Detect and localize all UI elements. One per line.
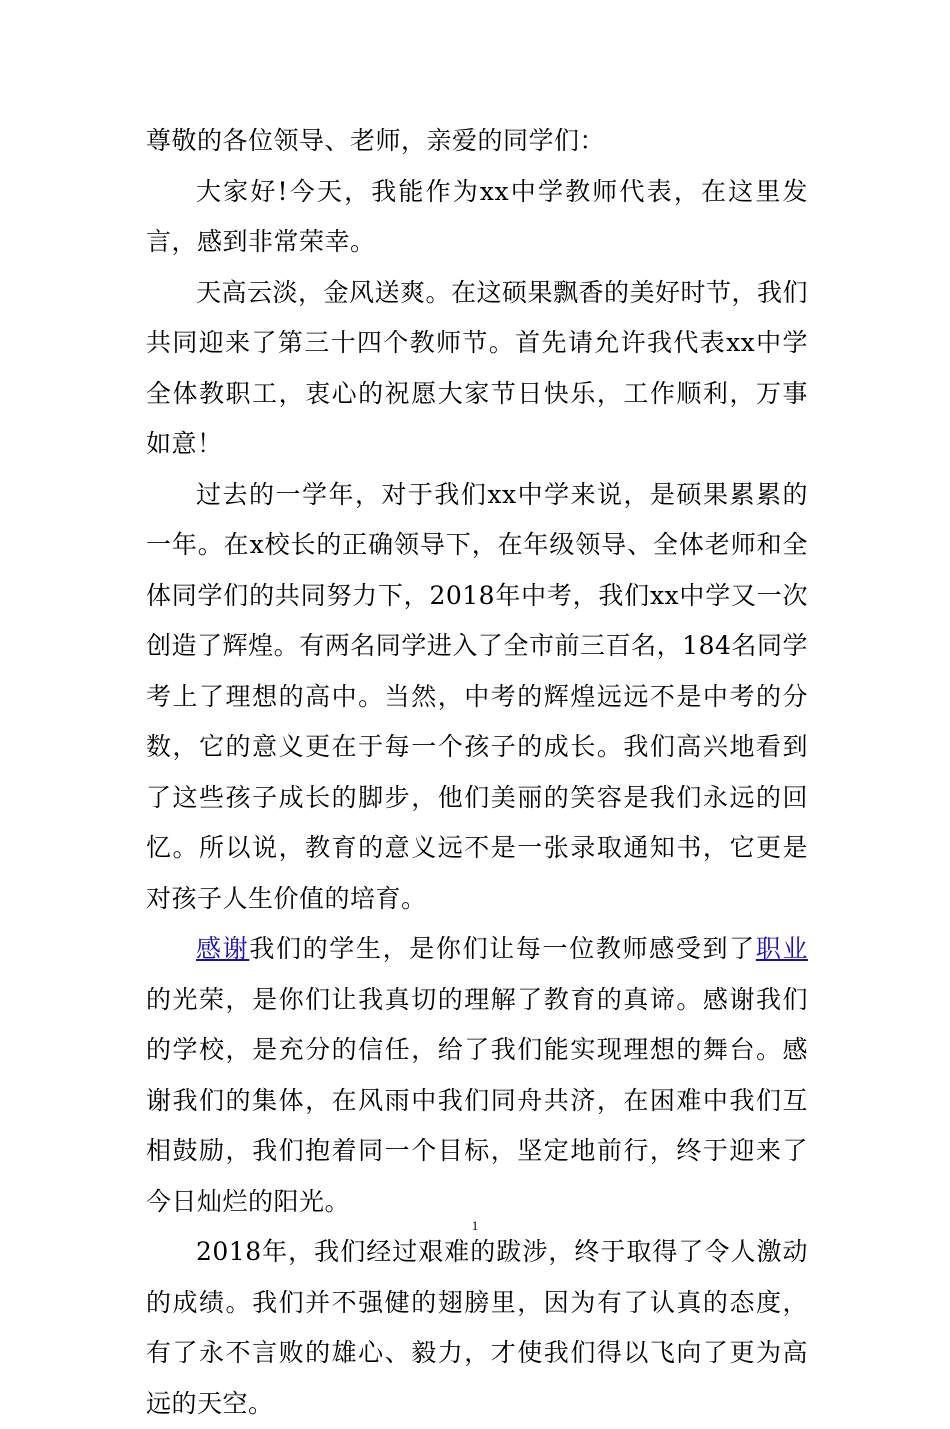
paragraph-achievements: 过去的一学年，对于我们xx中学来说，是硕果累累的一年。在x校长的正确领导下，在年级领导、全体老师和全体同学们的共同努力下，2018年中考，我们xx中学又一次创造了辉煌。有两名同学进入了全市前三百名，184名同学考上了理想的高中。当然，中考的辉煌远远不是中考的分数，它的意义更在于每一个孩子的成长。我们高兴地看到了这些孩子成长的脚步，他们美丽的笑容是我们永远的回忆。所以说，教育的意义远不是一张录取通知书，它更是对孩子人生价值的培育。 [146, 479, 808, 913]
salutation: 尊敬的各位领导、老师，亲爱的同学们： [146, 126, 606, 155]
paragraph-thanks [146, 924, 808, 1227]
link-profession[interactable]: 职业 [755, 934, 808, 963]
paragraph-thanks-text-2: 的光荣，是你们让我真切的理解了教育的真谛。感谢我们的学校，是充分的信任，给了我们能实现理想的舞台。感谢我们的集体，在风雨中我们同舟共济，在困难中我们互相鼓励，我们抱着同一个目标，坚定地前行，终于迎来了今日灿烂的阳光。 [146, 984, 808, 1216]
paragraph-greeting: 大家好!今天，我能作为xx中学教师代表，在这里发言，感到非常荣幸。 [146, 176, 808, 256]
paragraph-thanks-text-1: 我们的学生，是你们让每一位教师感受到了 [249, 934, 756, 963]
paragraph-season: 天高云淡，金风送爽。在这硕果飘香的美好时节，我们共同迎来了第三十四个教师节。首先请允许我代表xx中学全体教职工，衷心的祝愿大家节日快乐，工作顺利，万事如意！ [146, 277, 809, 458]
paragraph-2018: 2018年，我们经过艰难的跋涉，终于取得了令人激动的成绩。我们并不强健的翅膀里，因为有了认真的态度，有了永不言败的雄心、毅力，才使我们得以飞向了更为高远的天空。 [146, 1237, 808, 1418]
page-number: 1 [471, 1218, 479, 1233]
link-thanks[interactable]: 感谢 [196, 934, 250, 963]
